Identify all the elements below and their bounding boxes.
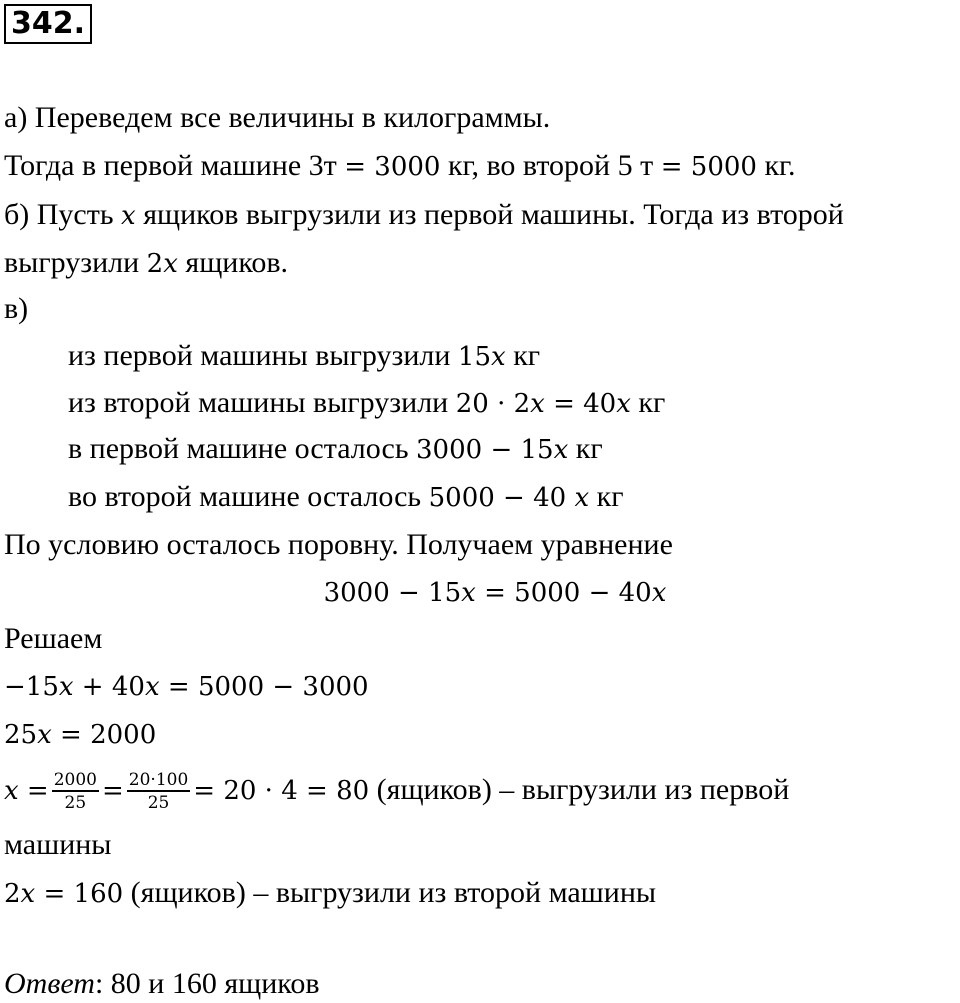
math: = (18, 776, 49, 806)
fraction-2000-25 (52, 770, 99, 814)
numerator: 20·100 (128, 770, 189, 791)
text: кг, во второй 5 т (440, 149, 661, 182)
var-x: x (553, 435, 569, 465)
math: = (102, 776, 124, 806)
line-i2 (68, 386, 665, 421)
math: + 40 (73, 672, 145, 702)
math: = 160 (35, 879, 124, 909)
text: ящиков выгрузили из первой машины. Тогда из второй (135, 198, 844, 231)
math: = 5000 (660, 152, 757, 182)
math: = 40 (544, 389, 617, 419)
var-x: x (121, 201, 136, 231)
answer-label: Ответ (4, 967, 95, 1000)
text: кг (630, 386, 666, 419)
line-solve (4, 622, 102, 656)
var-x: x (58, 672, 74, 702)
var-x: x (163, 249, 178, 279)
text: Решаем (4, 622, 103, 655)
denominator: 25 (64, 793, 87, 814)
math: = 5000 − 3000 (159, 672, 369, 702)
text: кг (589, 480, 624, 513)
var-x: x (651, 578, 667, 608)
line-s2 (4, 717, 156, 752)
text: б) Пусть (4, 198, 122, 231)
var-x: x (461, 578, 476, 608)
numerator: 2000 (53, 770, 97, 791)
text: во второй машине осталось (68, 480, 429, 513)
var-x: x (144, 672, 160, 702)
math: = 2000 (51, 720, 157, 750)
line-s1 (4, 669, 369, 704)
line-s3 (4, 762, 789, 819)
line-cond (4, 528, 673, 562)
denominator: 25 (147, 793, 170, 814)
math: 25 (4, 720, 38, 750)
text: машины (4, 828, 112, 861)
var-x: x (530, 389, 545, 419)
text: а) Переведем все величины в килограммы. (4, 101, 551, 134)
math: 2 (146, 249, 164, 279)
var-x: x (491, 342, 506, 372)
math: 3000 − 15 (323, 578, 462, 608)
line-a1 (4, 101, 550, 135)
line-s4 (4, 876, 656, 911)
text: ящиков. (177, 246, 289, 279)
text: кг (505, 339, 541, 372)
line-b1 (4, 198, 844, 233)
text: кг. (756, 149, 796, 182)
answer-line (4, 967, 320, 1001)
math: = 20 · 4 = 80 (193, 776, 370, 806)
line-s3b (4, 828, 111, 862)
text: в первой машине осталось (68, 432, 417, 465)
text: из первой машины выгрузили (68, 339, 458, 372)
text: Тогда в первой машине 3т (4, 149, 345, 182)
text: выгрузили (4, 246, 147, 279)
text: в) (4, 292, 29, 325)
math: = 5000 − 40 (475, 578, 652, 608)
answer-text: : 80 и 160 ящиков (94, 967, 320, 1000)
text: из второй машины выгрузили (68, 386, 456, 419)
math: 20 · 2 (455, 389, 531, 419)
text: (ящиков) – выгрузили из второй машины (123, 876, 657, 909)
var-x: x (616, 389, 631, 419)
task-number: 342. (4, 4, 92, 44)
var-x: x (574, 483, 590, 513)
math: −15 (4, 672, 59, 702)
line-i1 (68, 339, 540, 374)
text: (ящиков) – выгрузили из первой (369, 773, 790, 806)
fraction-20x100-25 (127, 770, 190, 814)
line-b2 (4, 246, 288, 281)
line-a2 (4, 149, 795, 184)
line-i4 (68, 480, 624, 515)
equation-centered (0, 575, 960, 610)
var-x: x (20, 879, 36, 909)
text: По условию осталось поровну. Получаем уравнение (4, 528, 673, 561)
math: 3000 − 15 (416, 435, 554, 465)
line-i3 (68, 432, 603, 467)
text: кг (568, 432, 603, 465)
math: = 3000 (344, 152, 441, 182)
var-x: x (4, 776, 19, 806)
math: 15 (457, 342, 492, 372)
var-x: x (37, 720, 52, 750)
math: 5000 − 40 (428, 483, 575, 513)
math: 2 (4, 879, 21, 909)
line-v (4, 292, 28, 326)
